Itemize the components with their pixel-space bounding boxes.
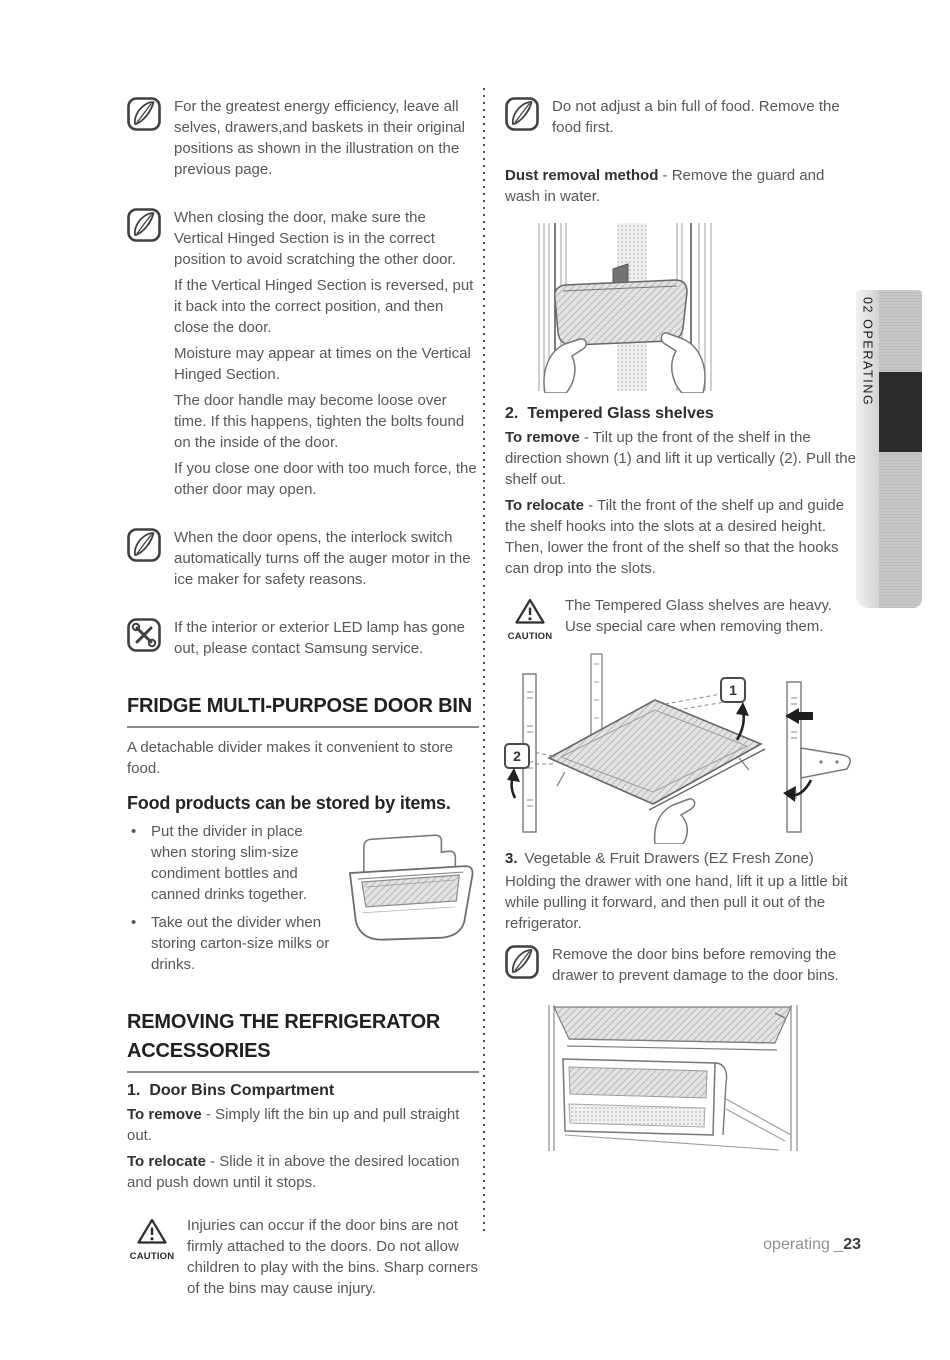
item2-label: Tempered Glass shelves bbox=[527, 405, 714, 422]
item1-relocate bbox=[127, 1151, 479, 1193]
dust-label: Dust removal method bbox=[505, 167, 659, 184]
callout-1: 1 bbox=[729, 682, 737, 698]
note-text bbox=[552, 944, 861, 991]
caution-icon-wrap bbox=[127, 1215, 177, 1304]
dust-removal bbox=[505, 165, 861, 207]
note-icon bbox=[505, 944, 539, 991]
caution-icon bbox=[514, 597, 546, 625]
footer-section-label: operating _ bbox=[763, 1236, 844, 1253]
left-column bbox=[127, 96, 479, 1304]
note-text bbox=[174, 96, 479, 185]
bullet-list bbox=[127, 821, 332, 982]
item2-number: 2. bbox=[505, 405, 519, 422]
note-paragraph: Remove the door bins before removing the drawer to prevent damage to the door bins. bbox=[552, 946, 839, 984]
chapter-tab-bar bbox=[879, 290, 922, 608]
item1-heading bbox=[127, 1082, 479, 1100]
note-block bbox=[505, 96, 861, 143]
bullets-with-illustration bbox=[127, 821, 479, 982]
note-paragraph: When the door opens, the interlock switch automatically turns off the auger motor in the ice maker for safety reasons. bbox=[174, 529, 471, 588]
item3-body: Holding the drawer with one hand, lift it up a little bit while pulling it forward, and then pull it out of the refrigerator. bbox=[505, 873, 848, 932]
relocate-label: To relocate bbox=[505, 497, 584, 514]
caution-label: CAUTION bbox=[507, 631, 553, 642]
chapter-tab-label: 02 OPERATING bbox=[860, 297, 875, 407]
caution-label: CAUTION bbox=[129, 1251, 175, 1262]
dust-text: - Remove the guard and wash in water. bbox=[505, 167, 825, 205]
item1-remove bbox=[127, 1104, 479, 1146]
caution-text: Injuries can occur if the door bins are not firmly attached to the doors. Do not allow children to play with the bins. Sharp corners of the bins may cause injury. bbox=[187, 1217, 478, 1297]
service-icon bbox=[127, 617, 161, 664]
remove-text: - Simply lift the bin up and pull straight out. bbox=[127, 1106, 460, 1144]
caution-block bbox=[505, 595, 861, 642]
item3-heading bbox=[505, 848, 861, 869]
note-text bbox=[174, 527, 479, 595]
column-divider bbox=[483, 88, 485, 1236]
item2-heading bbox=[505, 405, 861, 423]
note-block bbox=[127, 207, 479, 505]
caution-block bbox=[127, 1215, 479, 1304]
note-icon bbox=[505, 96, 539, 143]
note-icon bbox=[127, 96, 161, 185]
caution-icon bbox=[136, 1217, 168, 1245]
section-title-fridge-door-bin: FRIDGE MULTI-PURPOSE DOOR BIN bbox=[127, 692, 479, 728]
note-paragraph: Do not adjust a bin full of food. Remove the food first. bbox=[552, 98, 840, 136]
note-paragraph: If the Vertical Hinged Section is reversed, put it back into the correct position, and then close the door. bbox=[174, 277, 474, 336]
section-intro: A detachable divider makes it convenient to store food. bbox=[127, 739, 454, 777]
note-text bbox=[552, 96, 861, 143]
relocate-text: - Tilt the front of the shelf up and guide the shelf hooks into the slots at a desired height. Then, lower the front of the shelf so that the hooks can drop into the slots. bbox=[505, 497, 845, 577]
item1-label: Door Bins Compartment bbox=[149, 1082, 335, 1099]
note-paragraph: For the greatest energy efficiency, leave all selves, drawers,and baskets in their original positions as shown in the illustration on the previous page. bbox=[174, 98, 465, 178]
item3-number: 3. bbox=[505, 850, 518, 867]
note-paragraph: If the interior or exterior LED lamp has gone out, please contact Samsung service. bbox=[174, 619, 465, 657]
item3-label: Vegetable & Fruit Drawers (EZ Fresh Zone) bbox=[524, 850, 814, 867]
note-icon bbox=[127, 207, 161, 505]
dust-removal-illustration bbox=[525, 221, 721, 393]
relocate-label: To relocate bbox=[127, 1153, 206, 1170]
note-block bbox=[127, 527, 479, 595]
right-column bbox=[505, 96, 861, 1153]
chapter-tab-label-strip bbox=[856, 290, 879, 608]
chapter-tab-dark-block bbox=[879, 372, 922, 452]
note-text bbox=[174, 617, 479, 664]
caution-text: The Tempered Glass shelves are heavy. Use special care when removing them. bbox=[565, 597, 833, 635]
note-paragraph: The door handle may become loose over time. If this happens, tighten the bolts found on the inside of the door. bbox=[174, 392, 465, 451]
bullet-item: • Put the divider in place when storing slim-size condiment bottles and canned drinks together. bbox=[127, 821, 332, 905]
item1-number: 1. bbox=[127, 1082, 141, 1099]
page-footer bbox=[505, 1236, 861, 1254]
drawer-illustration bbox=[539, 1003, 807, 1153]
chapter-tab bbox=[856, 290, 922, 608]
callout-2: 2 bbox=[513, 748, 521, 764]
sub-title-food-products: Food products can be stored by items. bbox=[127, 793, 451, 813]
remove-label: To remove bbox=[505, 429, 580, 446]
relocate-text: - Slide it in above the desired location and push down until it stops. bbox=[127, 1153, 460, 1191]
note-block bbox=[505, 944, 861, 991]
section-removing-accessories bbox=[127, 1008, 479, 1304]
note-paragraph: Moisture may appear at times on the Vertical Hinged Section. bbox=[174, 345, 471, 383]
note-paragraph: When closing the door, make sure the Vertical Hinged Section is in the correct position to avoid scratching the other door. bbox=[174, 209, 456, 268]
remove-text: - Tilt up the front of the shelf in the direction shown (1) and lift it up vertically (2). Pull the shelf out. bbox=[505, 429, 856, 488]
note-icon bbox=[127, 527, 161, 595]
caution-icon-wrap bbox=[505, 595, 555, 642]
note-text bbox=[174, 207, 479, 505]
item2-relocate bbox=[505, 495, 861, 579]
door-bin-illustration bbox=[338, 827, 479, 945]
bullet-item: • Take out the divider when storing carton-size milks or drinks. bbox=[127, 912, 332, 975]
remove-label: To remove bbox=[127, 1106, 202, 1123]
note-block bbox=[127, 617, 479, 664]
note-block bbox=[127, 96, 479, 185]
page-number: 23 bbox=[843, 1236, 861, 1253]
item2-remove bbox=[505, 427, 861, 490]
shelf-removal-illustration bbox=[503, 652, 853, 844]
note-paragraph: If you close one door with too much force, the other door may open. bbox=[174, 460, 477, 498]
section-title-removing-accessories: REMOVING THE REFRIGERATOR ACCESSORIES bbox=[127, 1008, 479, 1073]
